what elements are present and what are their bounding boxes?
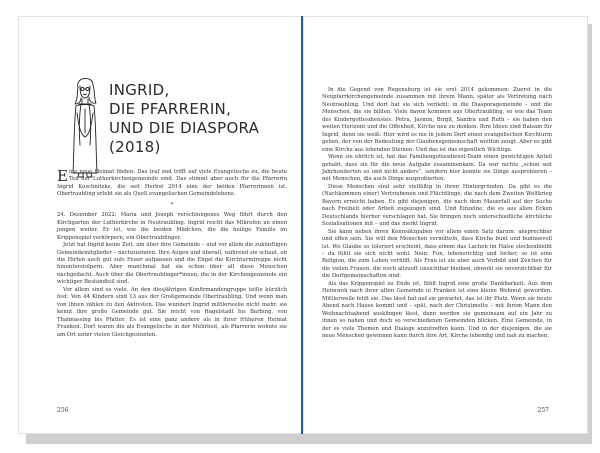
book-spine (301, 16, 303, 434)
page-number: 256 (57, 407, 69, 414)
paragraph: 24. Dezember 2022: Maria und Joseph verschlungenes Weg führt durch den Kirchgarten der Lutherkirche in Neutraubling. Ingrid reicht das Mikrofon an einen jungen weiter. Er ist, wie die beiden Mädchen, die die heilige Familie im Krippenspiel verkörpern, ein Obertraublinger. (57, 212, 287, 241)
intro-text: ine neue Heimat finden: Das traf und trifft auf viele Evangelische zu, die heute Teil der Lutherkirchengemeinde sind. Das stimmt aber auch für die Pfarrerin Ingrid Koschnitzke, die seit Herbst 2014 eine der beiden Pfarrerinnen ist. Obertraubling erlebt sie als Quell evangelischen Gemeindelebens. (57, 169, 287, 198)
paragraph: Jetzt hat Ingrid keine Zeit, um über ihre Gemeinde – und vor allem die zukünftigen Gemeindemitglieder – nachzusinnen. Ihre Augen und überall, während sie schaut, ob die Hirten auch gut zufs Feuer aufpassen und die Engel die Kirchturmtreppe nicht hinunterstolpern. Aber manchmal hat sie schon über all diese Menschen nachgedacht. Auch über die Obertraublinger*innen, die in der Kirchengemeinde ein wichtiger Bestandteil sind. (57, 242, 287, 286)
paragraph: Sie kann neben ihren Kennsätzgaben vor allem einen Satz darum: ansprechbar und offen sein. Sie will den Menschen vermitteln, dass Kirche bunt und bunnoevoll ist. Wo Glaube so toleriert erscheint, dass einem das Lachen im Halse steckenbleibt – da fühlt sie sich nicht wohl. Nein: Fun, lebensrichtig und locker, so ist eine Religion, die zum Leben verhilft. Als Frau ist sie aber auch Vorbild und Zeichen für die vielen Frauen, die noch allzuoft unsichtbar bleiben, obwohl sie unverzichtbar für die Dorfgemeinschaften sind. (322, 228, 552, 280)
paragraph: Vor allem sind es viele. An den diesjährigen Konfirmandengruppe teilte kürzlich fest: Von 44 Kindern sind 13 aus der Großgemeinde Obertraubling. Und wenn man von ihnen zählen zu den Aktivsten. Das wundert Ingrid mittlerweile nicht mehr, sie kennt ihre große Gemeinde gut. Sie reicht von Hagelstadt bis Barbing, von Thalmassing bis Pfatter. Es ist eine ganz andere als in ihrer früheren Heimat Franken. Dort waren die als Evangelische in der Mehrheit, als Pfarrerin wohnte sie am Ort unter vielen Gleichgesinnten. (57, 286, 287, 338)
open-book (18, 16, 590, 442)
chapter-title-line: UND DIE DIASPORA (109, 119, 260, 137)
chapter-title-line: INGRID, (109, 81, 170, 99)
left-page (18, 16, 303, 434)
section-separator: * (170, 201, 174, 208)
left-body-text (57, 169, 287, 339)
drop-cap: E (57, 167, 68, 185)
right-page (303, 16, 588, 434)
paragraph: In die Gegend von Regensburg ist sie erst 2014 gekommen: Zuerst in die Neupfarrkirchengemeinde zusammen mit ihrem Mann, später als Vertretung nach Neutraubling. Und dort hat sie sich verliebt: in die Diasporagemeinde – und die Menschen, die sie bilden. Viele davon kommen aus Obertraubling, so wie das Team des Kindergottesdienstes. Petra, Jasmin, Birgit, Sandra und Ruth – sie haben den weiten Horizont und die Offenheit, Kirche neu zu denken. Ihre Ideen sind Balsam für Ingrid, denn sie weiß: Hier wird es nie in jedem Dorf einen evangelischen Kirchturm geben, der von der Bedeutung der Glaubensgemeinschaft weithin zeugt. Aber es gibt eine Kirche aus lebenden Steinen. Und das ist das eigentlich Wichtige. (322, 87, 552, 153)
paragraph: Diese Menschen sind sehr vielfältig in ihren Hintergründen. Da gibt es die (Nachkommen einer) Vertriebenen und Flüchtlinge, die nach dem Zweiten Weltkrieg Bayern erreicht haben. Es gibt diejenigen, die nach dem Mauerfall auf der Suche nach Freiheit oder Arbeit zugezogen sind. Und Einzelne, die es aus allen Ecken Deutschlands hierher verschlagen hat. Sie bringen noch unterschiedliche kirchliche Sozialisationen mit – und das merkt Ingrid. (322, 183, 552, 228)
right-body-text (322, 87, 552, 340)
chapter-title-line: (2018) (109, 138, 161, 156)
chapter-title-line: DIE PFARRERIN, (109, 100, 232, 118)
paragraph: Wenn sie ehrlich ist, hat das Familiengottesdienst-Team einen gewichtigen Anteil gehabt, dass sie für die neue Aufgabe zusammenkam. Da war nichts „schon seit Jahrhunderten so und nicht anders“, sondern hier konnte sie Dinge ausprobieren – mit Menschen, die auch Dinge ausprobierten. (322, 154, 552, 183)
woman-line-drawing-icon (69, 73, 101, 183)
page-number: 257 (537, 407, 549, 414)
paragraph: Als das Krippenspiel zu Ende ist, fühlt Ingrid eine große Dankbarkeit. Aus dem Heimweh nach ihrer alten Gemeinde in Franken ist eine kleine Wehmut geworden. Mittlerweile fehlt sie: Das lässt hat auf sie gewartet, das ist ihr Platz. Wenn sie heute Abend nach Hause kommt und – spät, nach der Christmette – mit ihrem Mann den Weihnachtsabend ausklingen lässt, dann werden sie gemeinsam auf ein Jahr zu ihnen so nahen und doch so verschiedenen Gemeinden blicken. Eine Gemeinde, in der es viele Themen und Dialoge anzutreffen kann. Und in der diejenigen, die sie neue Menschen gewinnen kann durch ihre Art, Kirche lebendig und nah zu machen. (322, 280, 552, 339)
intro-paragraph (57, 169, 287, 199)
chapter-title (109, 81, 289, 157)
